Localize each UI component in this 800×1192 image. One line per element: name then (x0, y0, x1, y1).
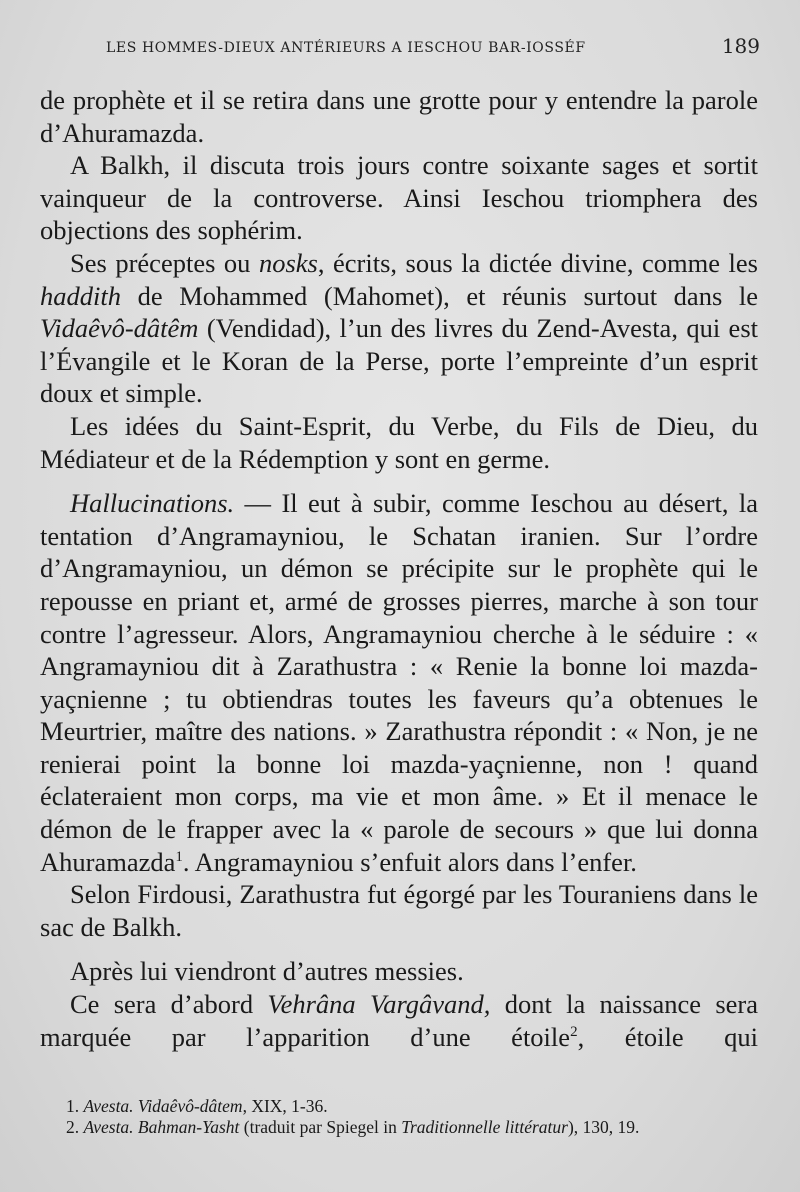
paragraph (40, 84, 758, 149)
paragraph (40, 149, 758, 247)
paragraph-text: Après lui viendront d’autres messies. (70, 956, 464, 987)
running-head (40, 34, 758, 64)
paragraph-text: . Angramayniou s’enfuit alors dans l’enfer. (182, 846, 637, 877)
page-number: 189 (721, 34, 760, 58)
footnote-text: (traduit par Spiegel in (239, 1117, 402, 1137)
paragraph (40, 247, 758, 410)
italic-term: Vehrâna Vargâvand, (267, 989, 491, 1020)
footnote-text: , XIX, 1-36. (242, 1096, 328, 1116)
footnote (40, 1096, 758, 1117)
footnote-ref[interactable]: 2 (570, 1023, 578, 1040)
italic-term: Avesta. Vidaêvô-dâtem (83, 1096, 243, 1116)
paragraph (40, 955, 758, 988)
paragraph-text: dont la naissance sera marquée par l’apparition d’une étoile (40, 989, 758, 1052)
italic-term: Avesta. Bahman-Yasht (83, 1117, 240, 1137)
paragraph-text: , étoile qui (577, 1021, 758, 1052)
footnote-number: 2. (66, 1117, 84, 1137)
paragraph-text: Les idées du Saint-Esprit, du Verbe, du Fils de Dieu, du Médiateur et de la Rédemption y sont en germe. (40, 410, 758, 474)
body-text (40, 84, 758, 1053)
paragraph-text: Ses préceptes ou (70, 247, 259, 278)
footnote-text: ), 130, 19. (567, 1117, 640, 1137)
paragraph-text: A Balkh, il discuta trois jours contre soixante sages et sortit vainqueur de la controverse. Ainsi Ieschou triomphera des objections des sophérim. (40, 150, 758, 246)
paragraph-text: Ce sera d’abord (70, 989, 268, 1020)
paragraph-text: (Vendidad), l’un des livres du Zend-Avesta, qui est l’Évangile et le Koran de la Perse, porte l’empreinte d’un esprit doux et simple. (40, 313, 758, 409)
italic-term: haddith (40, 280, 121, 311)
paragraph-text: de prophète et il se retira dans une grotte pour y entendre la parole d’Ahuramazda. (40, 85, 758, 148)
footnotes (40, 1096, 758, 1138)
paragraph (40, 878, 758, 943)
paragraph (40, 487, 758, 878)
book-page (40, 34, 758, 1174)
footnote-number: 1. (66, 1096, 84, 1116)
italic-term: Traditionnelle littératur (401, 1117, 568, 1137)
italic-term: Vidaêvô-dâtêm (40, 313, 199, 344)
paragraph-text: — Il eut à subir, comme Ieschou au désert, la tentation d’Angramayniou, le Schatan iranien. Sur l’ordre d’Angramayniou, un démon se précipite sur le prophète qui le repousse en priant et, armé de grosses pierres, marche à son tour contre l’agresseur. Alors, Angramayniou cherche à le séduire : « Angramayniou dit à Zarathustra : « Renie la bonne loi mazda-yaçnienne ; tu obtiendras toutes les faveurs qu’a obtenues le Meurtrier, maître des nations. » Zarathustra répondit : « Non, je ne renierai point la bonne loi mazda-yaçnienne, non ! quand éclateraient mon corps, ma vie et mon âme. » Et il menace le démon de le frapper avec la « parole de secours » que lui donna Ahuramazda (40, 488, 758, 877)
paragraph (40, 410, 758, 475)
section-heading-italic: Hallucinations. (70, 488, 235, 519)
italic-term: nosks (258, 247, 318, 278)
paragraph-text: Selon Firdousi, Zarathustra fut égorgé par les Touraniens dans le sac de Balkh. (40, 879, 758, 942)
footnote (40, 1117, 758, 1138)
paragraph-text: , écrits, sous la dictée divine, comme les (317, 247, 758, 278)
footnote-ref[interactable]: 1 (175, 848, 183, 865)
paragraph-text: de Mohammed (Mahomet), et réunis surtout dans le (120, 280, 758, 311)
running-head-title: LES HOMMES-DIEUX ANTÉRIEURS A IESCHOU BAR-IOSSÉF (106, 40, 586, 56)
paragraph (40, 988, 758, 1053)
